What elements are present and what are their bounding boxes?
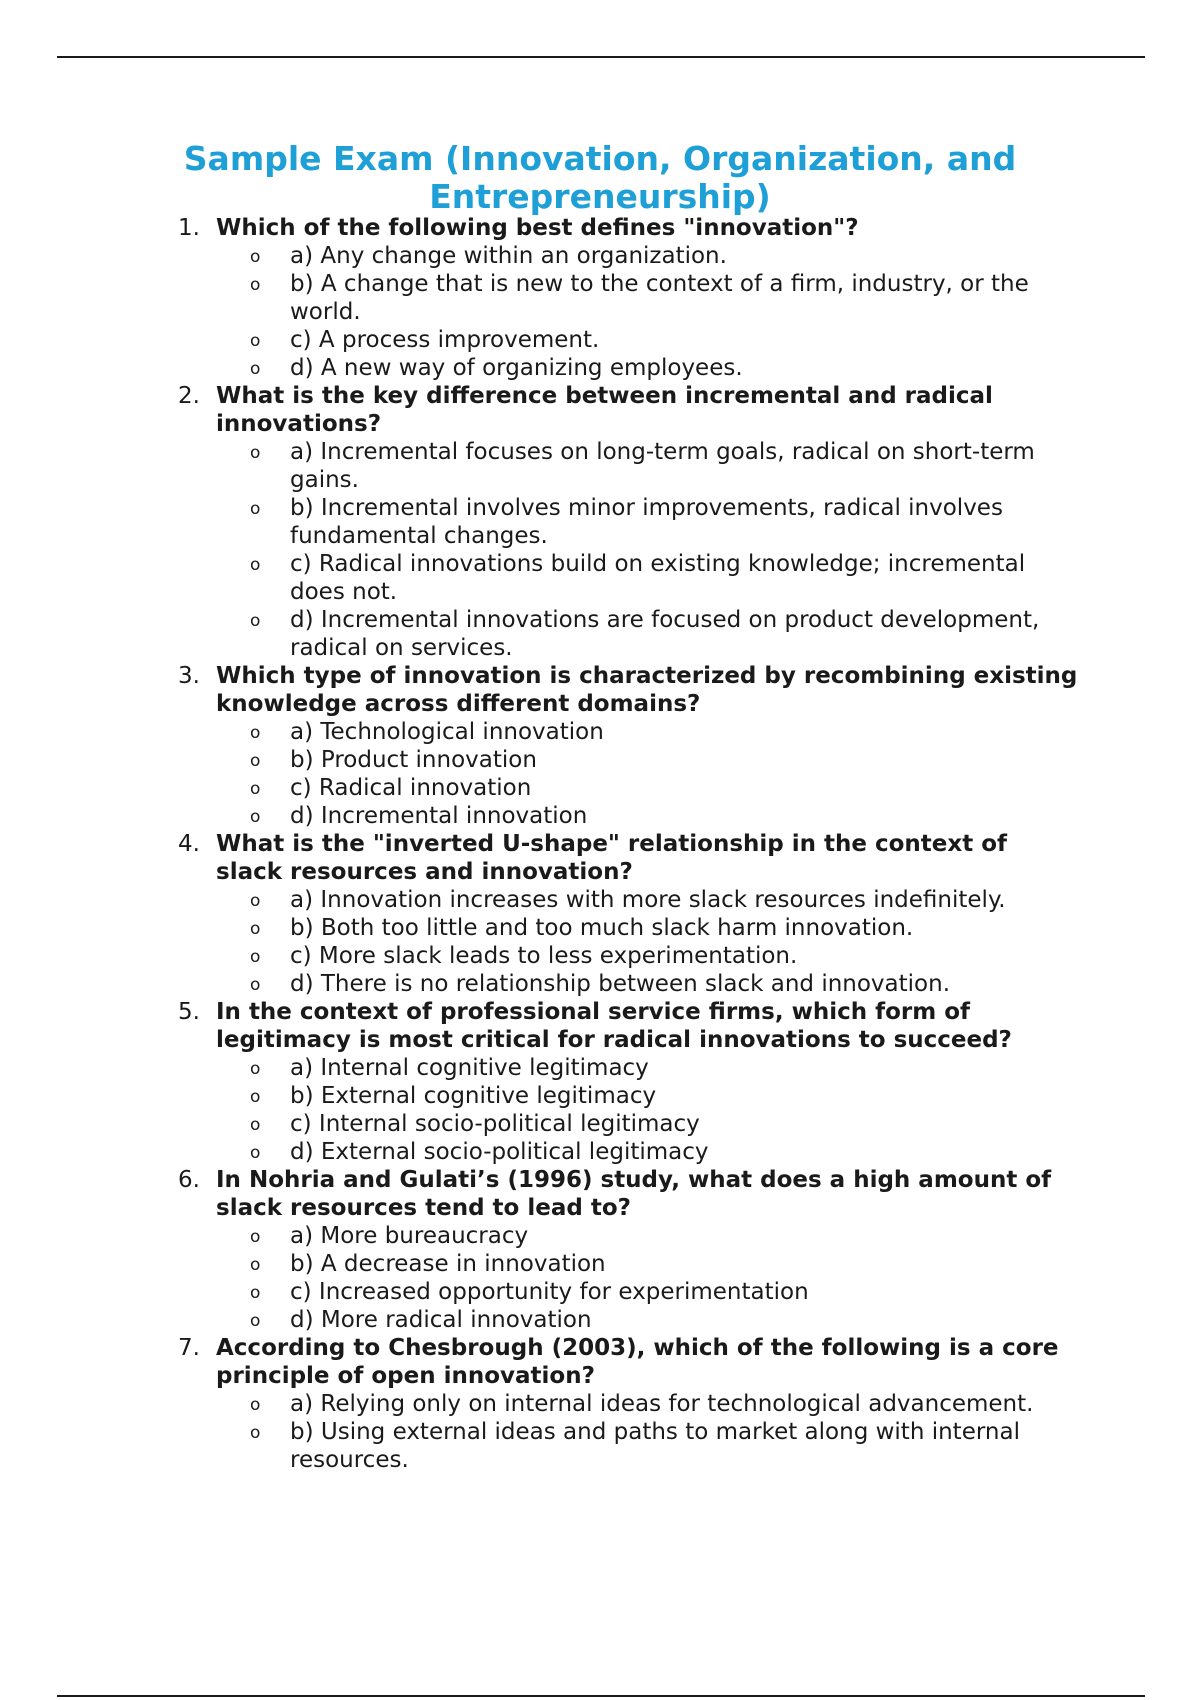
- question-number: 6.: [178, 1167, 200, 1193]
- answer-option: [250, 1418, 1078, 1474]
- bullet-icon: o: [250, 1143, 261, 1163]
- option-text: b) Both too little and too much slack harm innovation.: [290, 915, 914, 941]
- bullet-icon: o: [250, 919, 261, 939]
- option-text: a) Incremental focuses on long-term goals, radical on short-term gains.: [290, 439, 1035, 493]
- question-number: 2.: [178, 383, 200, 409]
- question-item: [178, 662, 1078, 830]
- answer-option: [250, 494, 1078, 550]
- question-item: [178, 382, 1078, 662]
- answer-option: [250, 550, 1078, 606]
- answer-option: [250, 914, 1078, 942]
- answer-option: [250, 270, 1078, 326]
- question-header: [178, 1166, 1078, 1222]
- option-list: [178, 1222, 1078, 1334]
- option-text: a) Technological innovation: [290, 719, 604, 745]
- bullet-icon: o: [250, 1395, 261, 1415]
- answer-option: [250, 606, 1078, 662]
- top-rule: [57, 56, 1145, 58]
- option-text: b) Using external ideas and paths to market along with internal resources.: [290, 1419, 1020, 1473]
- option-list: [178, 1054, 1078, 1166]
- question-text: In the context of professional service firms, which form of legitimacy is most critical for radical innovations to succeed?: [216, 999, 1012, 1053]
- question-item: [178, 1334, 1078, 1474]
- option-list: [178, 886, 1078, 998]
- option-text: d) External socio-political legitimacy: [290, 1139, 709, 1165]
- question-text: What is the key difference between incremental and radical innovations?: [216, 383, 993, 437]
- option-text: c) Radical innovation: [290, 775, 532, 801]
- option-text: a) More bureaucracy: [290, 1223, 529, 1249]
- question-item: [178, 214, 1078, 382]
- question-header: [178, 662, 1078, 718]
- answer-option: [250, 802, 1078, 830]
- question-text: In Nohria and Gulati’s (1996) study, what does a high amount of slack resources tend to lead to?: [216, 1167, 1052, 1221]
- bullet-icon: o: [250, 779, 261, 799]
- bullet-icon: o: [250, 1059, 261, 1079]
- answer-option: [250, 970, 1078, 998]
- answer-option: [250, 354, 1078, 382]
- bullet-icon: o: [250, 947, 261, 967]
- question-number: 5.: [178, 999, 200, 1025]
- answer-option: [250, 1138, 1078, 1166]
- option-text: c) Radical innovations build on existing knowledge; incremental does not.: [290, 551, 1026, 605]
- answer-option: [250, 242, 1078, 270]
- bullet-icon: o: [250, 975, 261, 995]
- option-text: c) Internal socio-political legitimacy: [290, 1111, 700, 1137]
- bullet-icon: o: [250, 1283, 261, 1303]
- question-number: 3.: [178, 663, 200, 689]
- option-list: [178, 438, 1078, 662]
- answer-option: [250, 942, 1078, 970]
- question-item: [178, 830, 1078, 998]
- answer-option: [250, 438, 1078, 494]
- bullet-icon: o: [250, 807, 261, 827]
- option-text: a) Relying only on internal ideas for technological advancement.: [290, 1391, 1034, 1417]
- question-list: [178, 214, 1078, 1474]
- option-text: d) A new way of organizing employees.: [290, 355, 743, 381]
- option-text: b) A change that is new to the context of a firm, industry, or the world.: [290, 271, 1029, 325]
- option-text: c) Increased opportunity for experimentation: [290, 1279, 809, 1305]
- option-text: d) Incremental innovations are focused on product development, radical on services.: [290, 607, 1040, 661]
- bullet-icon: o: [250, 891, 261, 911]
- bullet-icon: o: [250, 359, 261, 379]
- bullet-icon: o: [250, 1115, 261, 1135]
- question-item: [178, 1166, 1078, 1334]
- bullet-icon: o: [250, 1087, 261, 1107]
- answer-option: [250, 1110, 1078, 1138]
- answer-option: [250, 1390, 1078, 1418]
- answer-option: [250, 1054, 1078, 1082]
- option-text: b) Incremental involves minor improvements, radical involves fundamental changes.: [290, 495, 1003, 549]
- bullet-icon: o: [250, 247, 261, 267]
- option-list: [178, 1390, 1078, 1474]
- answer-option: [250, 1306, 1078, 1334]
- bullet-icon: o: [250, 1311, 261, 1331]
- bullet-icon: o: [250, 1255, 261, 1275]
- bullet-icon: o: [250, 443, 261, 463]
- question-number: 4.: [178, 831, 200, 857]
- bullet-icon: o: [250, 1423, 261, 1443]
- question-header: [178, 1334, 1078, 1390]
- page-title: Sample Exam (Innovation, Organization, and Entrepreneurship): [183, 139, 1017, 216]
- option-text: c) More slack leads to less experimentation.: [290, 943, 798, 969]
- bullet-icon: o: [250, 611, 261, 631]
- option-text: a) Any change within an organization.: [290, 243, 727, 269]
- bullet-icon: o: [250, 331, 261, 351]
- option-text: c) A process improvement.: [290, 327, 600, 353]
- answer-option: [250, 1082, 1078, 1110]
- answer-option: [250, 1278, 1078, 1306]
- bullet-icon: o: [250, 555, 261, 575]
- question-text: What is the "inverted U-shape" relationship in the context of slack resources and innovation?: [216, 831, 1008, 885]
- question-text: Which of the following best defines "innovation"?: [216, 215, 859, 241]
- answer-option: [250, 326, 1078, 354]
- option-list: [178, 718, 1078, 830]
- option-list: [178, 242, 1078, 382]
- option-text: a) Internal cognitive legitimacy: [290, 1055, 649, 1081]
- option-text: b) A decrease in innovation: [290, 1251, 606, 1277]
- bullet-icon: o: [250, 751, 261, 771]
- bullet-icon: o: [250, 275, 261, 295]
- answer-option: [250, 886, 1078, 914]
- option-text: d) More radical innovation: [290, 1307, 592, 1333]
- answer-option: [250, 1222, 1078, 1250]
- bullet-icon: o: [250, 499, 261, 519]
- bottom-rule: [57, 1695, 1145, 1697]
- option-text: b) Product innovation: [290, 747, 537, 773]
- option-text: b) External cognitive legitimacy: [290, 1083, 657, 1109]
- question-number: 1.: [178, 215, 200, 241]
- answer-option: [250, 1250, 1078, 1278]
- option-text: d) Incremental innovation: [290, 803, 588, 829]
- question-header: [178, 830, 1078, 886]
- question-text: Which type of innovation is characterized by recombining existing knowledge across different domains?: [216, 663, 1078, 717]
- answer-option: [250, 746, 1078, 774]
- question-header: [178, 382, 1078, 438]
- answer-option: [250, 774, 1078, 802]
- answer-option: [250, 718, 1078, 746]
- question-item: [178, 998, 1078, 1166]
- question-header: [178, 998, 1078, 1054]
- option-text: a) Innovation increases with more slack resources indefinitely.: [290, 887, 1006, 913]
- option-text: d) There is no relationship between slack and innovation.: [290, 971, 951, 997]
- bullet-icon: o: [250, 1227, 261, 1247]
- bullet-icon: o: [250, 723, 261, 743]
- question-text: According to Chesbrough (2003), which of the following is a core principle of open innovation?: [216, 1335, 1059, 1389]
- question-header: [178, 214, 1078, 242]
- question-number: 7.: [178, 1335, 200, 1361]
